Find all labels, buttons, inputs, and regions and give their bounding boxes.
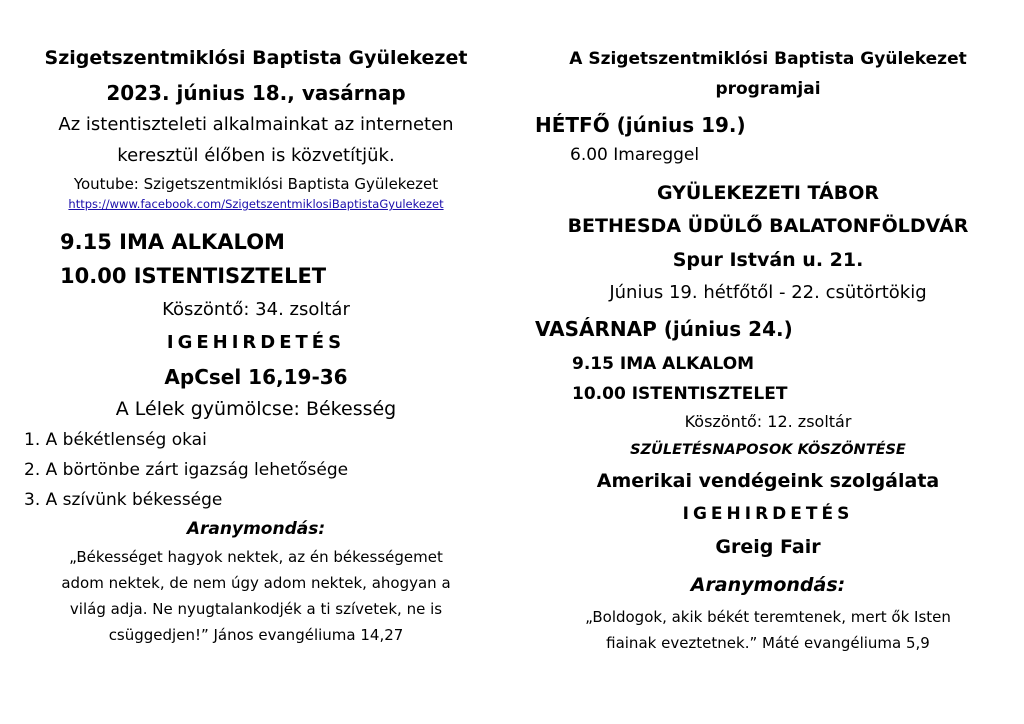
church-name: Szigetszentmiklósi Baptista Gyülekezet: [44, 47, 468, 69]
service-date: 2023. június 18., vasárnap: [106, 81, 406, 105]
greeting-psalm: Köszöntő: 34. zsoltár: [162, 299, 350, 320]
sunday-greeting-psalm: Köszöntő: 12. zsoltár: [684, 412, 852, 431]
birthdays-heading: SZÜLETÉSNAPOSOK KÖSZÖNTÉSE: [630, 442, 906, 458]
camp-title: GYÜLEKEZETI TÁBOR: [656, 182, 879, 204]
golden-verse-heading: Aranymondás:: [690, 574, 846, 596]
golden-verse-line: „Boldogok, akik békét teremtenek, mert ők Isten: [585, 608, 951, 626]
youtube-channel: Youtube: Szigetszentmiklósi Baptista Gyülekezet: [73, 175, 439, 193]
sermon-point: 2. A börtönbe zárt igazság lehetősége: [24, 460, 349, 480]
monday-item: 6.00 Imareggel: [570, 145, 700, 165]
sermon-point: 3. A szívünk békessége: [24, 490, 223, 510]
preacher-name: Greig Fair: [715, 536, 821, 558]
guests-service: Amerikai vendégeink szolgálata: [596, 470, 940, 492]
stream-notice-line2: keresztül élőben is közvetítjük.: [117, 145, 395, 166]
sermon-heading: IGEHIRDETÉS: [682, 504, 854, 524]
golden-verse-heading: Aranymondás:: [186, 519, 326, 539]
scripture-reference: ApCsel 16,19-36: [164, 365, 348, 389]
sermon-point: 1. A békétlenség okai: [24, 430, 207, 450]
sermon-heading: IGEHIRDETÉS: [166, 332, 346, 353]
facebook-link[interactable]: https://www.facebook.com/SzigetszentmiklosiBaptistaGyulekezet: [68, 197, 444, 211]
programs-title-line2: programjai: [715, 79, 821, 99]
service-time: 10.00 ISTENTISZTELET: [60, 264, 327, 288]
stream-notice-line1: Az istentiszteleti alkalmainkat az interneten: [58, 114, 454, 135]
monday-heading: HÉTFŐ (június 19.): [535, 113, 746, 137]
sunday-service-time: 10.00 ISTENTISZTELET: [572, 384, 788, 404]
golden-verse-line: világ adja. Ne nyugtalankodjék a ti szívetek, ne is: [69, 600, 443, 618]
camp-venue: BETHESDA ÜDÜLŐ BALATONFÖLDVÁR: [567, 215, 969, 237]
golden-verse-line: csüggedjen!” János evangéliuma 14,27: [108, 626, 404, 644]
camp-dates: Június 19. hétfőtől - 22. csütörtökig: [609, 282, 927, 303]
sunday-prayer-time: 9.15 IMA ALKALOM: [572, 354, 755, 374]
sermon-title: A Lélek gyümölcse: Békesség: [115, 398, 397, 420]
programs-title-line1: A Szigetszentmiklósi Baptista Gyülekezet: [569, 49, 967, 69]
golden-verse-line: adom nektek, de nem úgy adom nektek, ahogyan a: [61, 574, 451, 592]
sunday-heading: VASÁRNAP (június 24.): [535, 317, 793, 341]
golden-verse-line: fiainak eveztetnek.” Máté evangéliuma 5,9: [606, 634, 930, 652]
camp-address: Spur István u. 21.: [672, 249, 864, 271]
golden-verse-line: „Békességet hagyok nektek, az én békességemet: [69, 548, 443, 566]
prayer-time: 9.15 IMA ALKALOM: [60, 230, 285, 254]
